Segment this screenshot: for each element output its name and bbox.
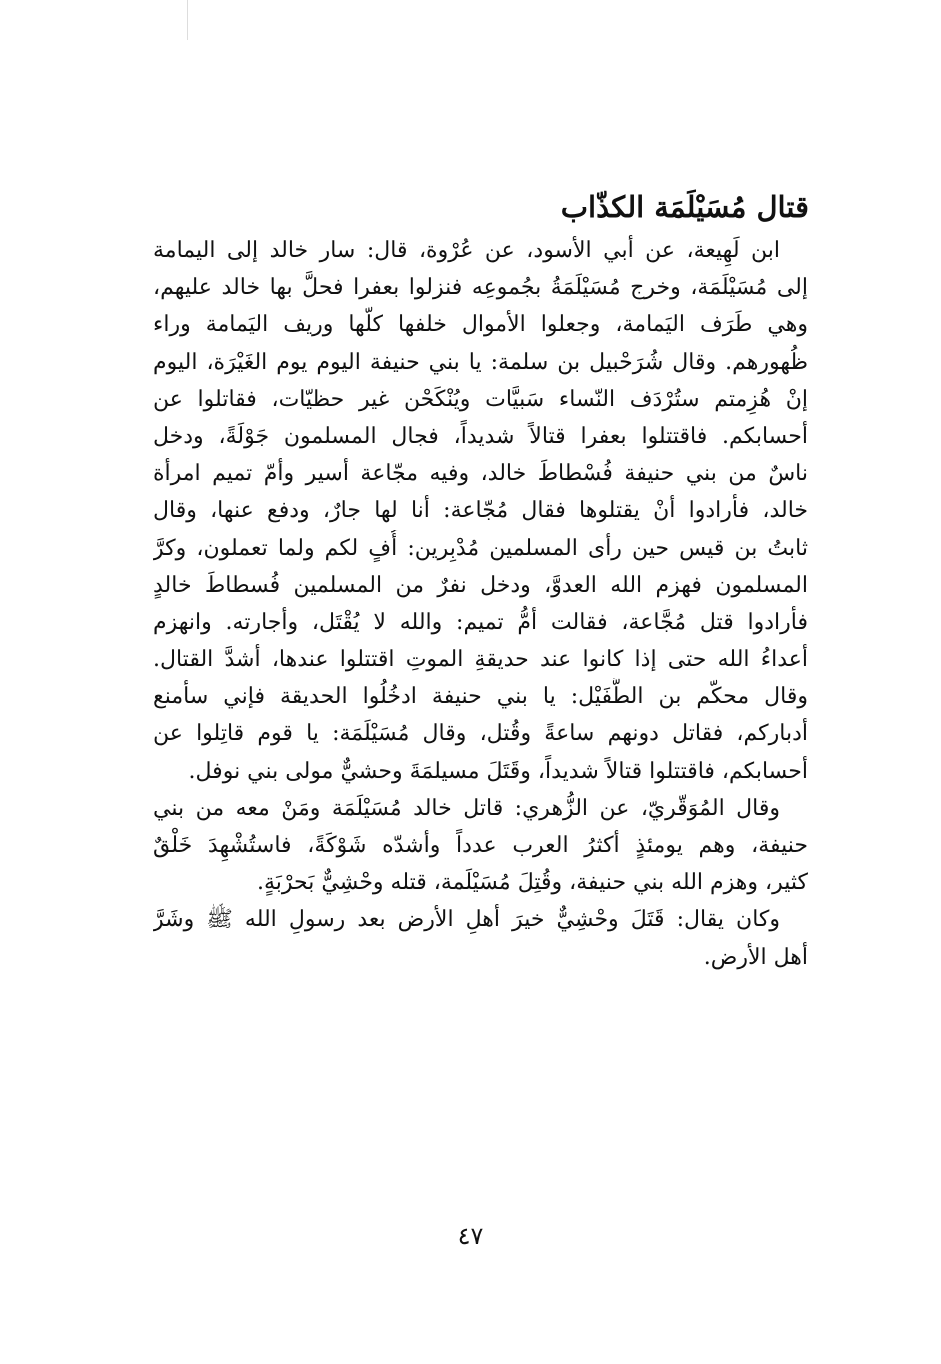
text-line: إنْ هُزِمتم ستُرْدَف النّساء سَبيَّات ويُنْكَحْن غير حظيّات، فقاتلوا عن [153,386,808,412]
text-line: فأرادوا قتل مُجَّاعة، فقالت أمُّ تميم: والله لا يُقْتَل، وأجارته. وانهزم [153,609,808,635]
paragraph-1 [153,232,808,790]
text-line: إلى مُسَيْلَمَة، وخرج مُسَيْلَمَةُ بجُموعِه فنزلوا بعفرا فحلَّ بها خالد عليهم، [153,275,808,301]
text-line: أحسابكم. فاقتتلوا بعفرا قتالاً شديداً، فجال المسلمون جَوْلَةً، ودخل [153,423,808,449]
text-line: وقال المُوَقّريّ، عن الزُّهري: قاتل خالد مُسَيْلَمَة ومَنْ معه من بني [153,795,780,821]
page-number: ٤٧ [457,1222,484,1250]
text-line: خالد، فأرادوا أنْ يقتلوها فقال مُجّاعة: أنا لها جارٌ، ودفع عنها، وقال [153,498,808,524]
scan-edge-line [187,0,188,40]
paragraph-3 [153,901,808,975]
paragraph-2 [153,790,808,902]
body-text [153,232,808,976]
text-line: أحسابكم، فاقتتلوا قتالاً شديداً، وقَتَلَ مسيلمَةَ وحشيٌّ مولى بني نوفل. [188,758,808,784]
text-line: وهي طَرَف اليَمامة، وجعلوا الأموال خلفها كلّها وريف اليَمامة وراء [153,312,808,338]
text-line: كثير، وهزم الله بني حنيفة، وقُتِلَ مُسَيْلَمة، قتله وحْشِيٌّ بَحرْبَةٍ. [257,870,808,896]
text-line: أدباركم، فقاتل دونهم ساعةً وقُتل، وقال مُسَيْلَمَة: يا قوم قاتِلوا عن [153,721,808,747]
text-line: ظُهورهم. وقال شُرَحْبيل بن سلمة: يا بني حنيفة اليوم يوم الغَيْرَة، اليوم [153,349,808,375]
text-line: وقال محكّم بن الطُّفَيْل: يا بني حنيفة ادخُلُوا الحديقة فإني سأمنع [153,684,808,710]
text-line: المسلمون فهزم الله العدوَّ، ودخل نفرٌ من المسلمين فُسطاطَ خالدٍ [153,572,808,598]
text-line: أهل الأرض. [703,944,808,970]
chapter-title: قتال مُسَيْلَمَة الكذّاب [560,190,809,225]
text-line: حنيفة، وهم يومئذٍ أكثرُ العرب عدداً وأشدّه شَوْكَةً، فاستُشْهِدَ خَلْقٌ [153,833,808,858]
text-line: ثابتُ بن قيس حين رأى المسلمين مُدْبِرين: أُفٍ لكم ولما تعملون، وكرَّ [153,535,808,561]
text-line: وكان يقال: قَتَلَ وحْشِيٌّ خيرَ أهلِ الأرض بعد رسولِ الله ﷺ وشَرَّ [153,907,780,933]
text-line: ناسٌ من بني حنيفة فُسْطاطَ خالد، وفيه مجّاعة أسير وأمّ تميم امرأة [153,461,808,487]
text-line: أعداءُ الله حتى إذا كانوا عند حديقةِ الموتِ اقتتلوا عندها، أشدَّ القتال. [153,647,808,673]
text-line: ابن لَهِيعة، عن أبي الأسود، عن عُرْوة، قال: سار خالد إلى اليمامة [153,238,780,263]
